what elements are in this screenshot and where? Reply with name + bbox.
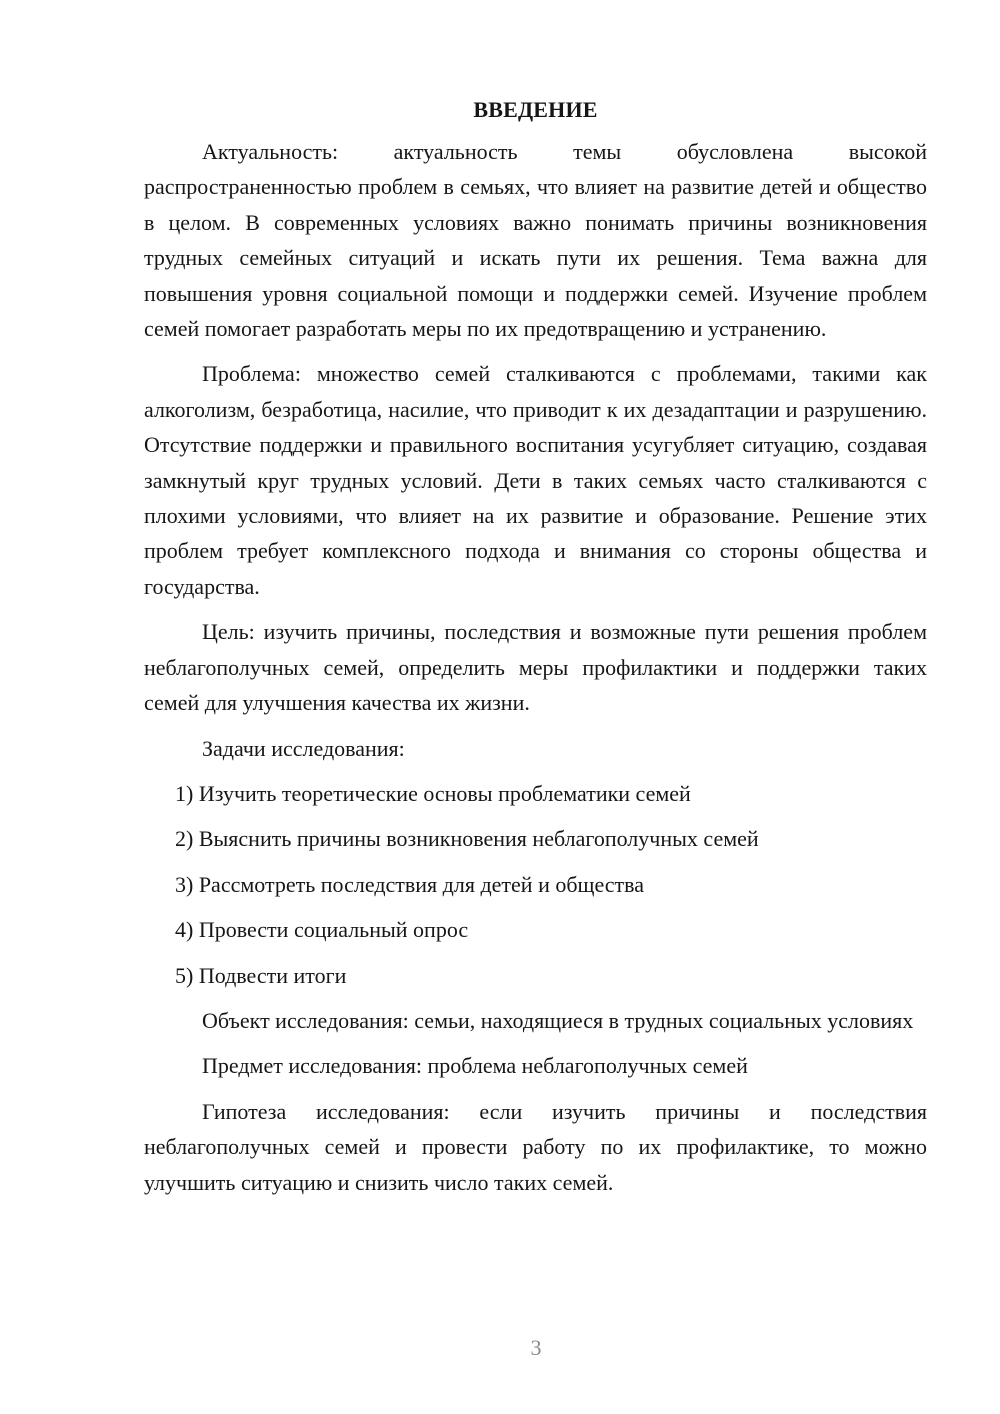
page-content (144, 92, 927, 1210)
subject-paragraph: Предмет исследования: проблема неблагополучных семей (202, 1053, 748, 1079)
task-item-4: 4) Провести социальный опрос (175, 917, 469, 943)
object-paragraph: Объект исследования: семьи, находящиеся в трудных социальных условиях (202, 1007, 914, 1033)
tasks-title: Задачи исследования: (202, 735, 405, 761)
problem-paragraph: Проблема: множество семей сталкиваются с проблемами, такими как алкоголизм, безработица, насилие, что приводит к их дезадаптации и разрушению. Отсутствие поддержки и правильного воспитания усугубляет ситуацию, создавая замкнутый круг трудных условий. Дети в таких семьях часто сталкиваются с плохими условиями, что влияет на их развитие и образование. Решение этих проблем требует комплексного подхода и внимания со стороны общества и государства. (144, 361, 927, 599)
relevance-paragraph: Актуальность: актуальность темы обусловлена высокой распространенностью проблем в семьях, что влияет на развитие детей и общество в целом. В современных условиях важно понимать причины возникновения трудных семейных ситуаций и искать пути их решения. Тема важна для повышения уровня социальной помощи и поддержки семей. Изучение проблем семей помогает разработать меры по их предотвращению и устранению. (144, 139, 927, 342)
task-item-1: 1) Изучить теоретические основы проблематики семей (175, 780, 691, 806)
section-heading: ВВЕДЕНИЕ (473, 97, 598, 122)
task-item-5: 5) Подвести итоги (175, 962, 347, 988)
page-number: 3 (530, 1335, 542, 1360)
task-item-3: 3) Рассмотреть последствия для детей и общества (175, 871, 645, 897)
goal-paragraph: Цель: изучить причины, последствия и возможные пути решения проблем неблагополучных семей, определить меры профилактики и поддержки таких семей для улучшения качества их жизни. (144, 619, 927, 716)
task-list (144, 776, 927, 993)
task-item-2: 2) Выяснить причины возникновения неблагополучных семей (175, 826, 759, 852)
hypothesis-paragraph: Гипотеза исследования: если изучить причины и последствия неблагополучных семей и провести работу по их профилактике, то можно улучшить ситуацию и снизить число таких семей. (144, 1098, 927, 1195)
